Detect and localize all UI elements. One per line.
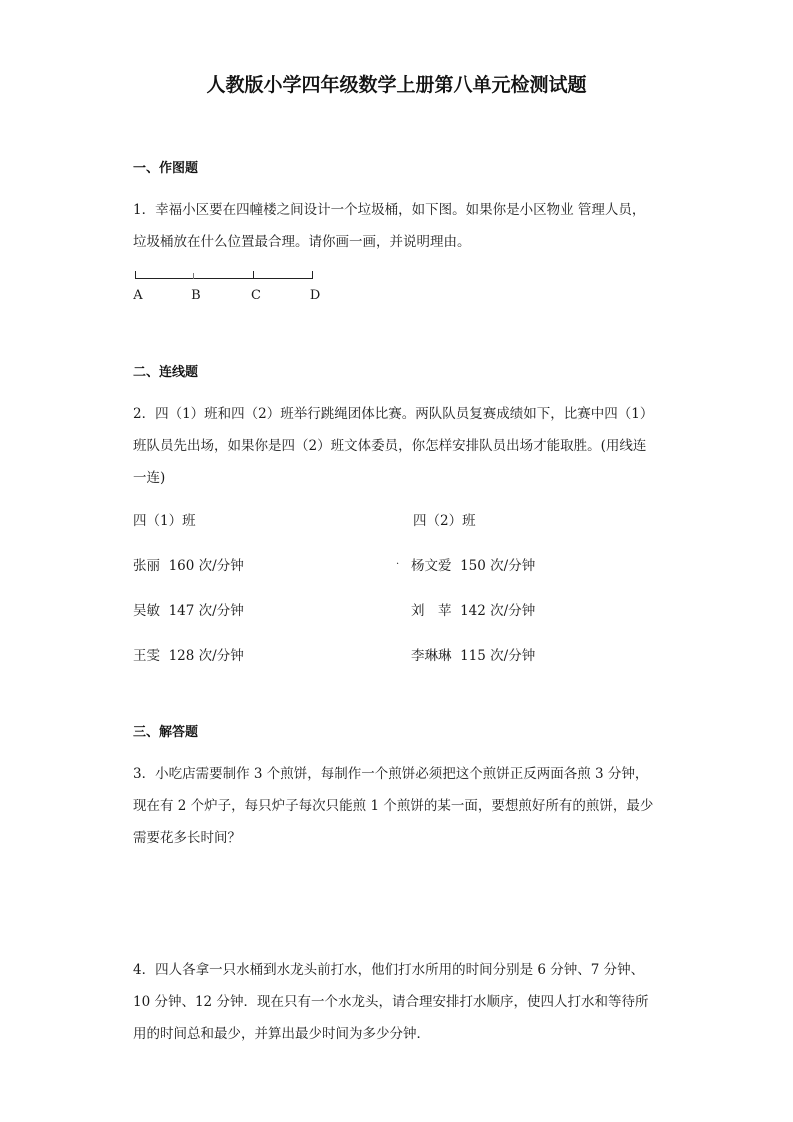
- team-right-member-1: 杨文爱 150 次/分钟: [411, 558, 536, 574]
- team-left-member-2: 吴敏 147 次/分钟: [133, 603, 244, 619]
- point-label-b: B: [191, 288, 201, 303]
- team-left-name: 四（1）班: [133, 513, 196, 529]
- point-label-d: D: [309, 288, 321, 303]
- question-1-line-2: 垃圾桶放在什么位置最合理。请你画一画，并说明理由。: [133, 234, 471, 250]
- tick-b: [193, 273, 194, 279]
- question-2-line-2: 班队员先出场，如果你是四（2）班文体委员，你怎样安排队员出场才能取胜。(用线连: [133, 438, 647, 454]
- tick-a: [135, 271, 136, 279]
- team-left-member-1: 张丽 160 次/分钟: [133, 558, 244, 574]
- question-1-line-1: 1．幸福小区要在四幢楼之间设计一个垃圾桶，如下图。如果你是小区物业 管理人员，: [133, 202, 646, 218]
- team-right-member-3: 李琳琳 115 次/分钟: [411, 648, 536, 664]
- point-label-c: C: [251, 288, 261, 303]
- point-label-a: A: [133, 288, 143, 303]
- section-heading-solving: 三、解答题: [133, 725, 199, 740]
- question-4-line-2: 10 分钟、12 分钟．现在只有一个水龙头，请合理安排打水顺序，使四人打水和等待所: [133, 994, 649, 1010]
- team-right-member-2: 刘 苹 142 次/分钟: [411, 603, 536, 619]
- section-heading-drawing: 一、作图题: [133, 161, 199, 176]
- question-2-line-1: 2．四（1）班和四（2）班举行跳绳团体比赛。两队队员复赛成绩如下，比赛中四（1）: [133, 406, 654, 422]
- line-segment-diagram: [133, 268, 323, 308]
- team-left-member-3: 王雯 128 次/分钟: [133, 648, 244, 664]
- segment-line: [135, 278, 313, 279]
- tick-c: [253, 271, 254, 279]
- question-4-line-3: 用的时间总和最少，并算出最少时间为多少分钟．: [133, 1026, 430, 1042]
- question-2-line-3: 一连): [133, 470, 166, 486]
- question-3-line-1: 3．小吃店需要制作 3 个煎饼，每制作一个煎饼必须把这个煎饼正反两面各煎 3 分钟，: [133, 766, 649, 782]
- tick-d: [312, 271, 313, 279]
- question-3-line-3: 需要花多长时间？: [133, 830, 241, 846]
- stray-dot: ·: [396, 559, 400, 570]
- question-3-line-2: 现在有 2 个炉子，每只炉子每次只能煎 1 个煎饼的某一面，要想煎好所有的煎饼，最少: [133, 798, 654, 814]
- question-4-line-1: 4．四人各拿一只水桶到水龙头前打水，他们打水所用的时间分别是 6 分钟、7 分钟、: [133, 962, 645, 978]
- section-heading-matching: 二、连线题: [133, 365, 199, 380]
- document-title: 人教版小学四年级数学上册第八单元检测试题: [206, 74, 587, 96]
- team-right-name: 四（2）班: [413, 513, 476, 529]
